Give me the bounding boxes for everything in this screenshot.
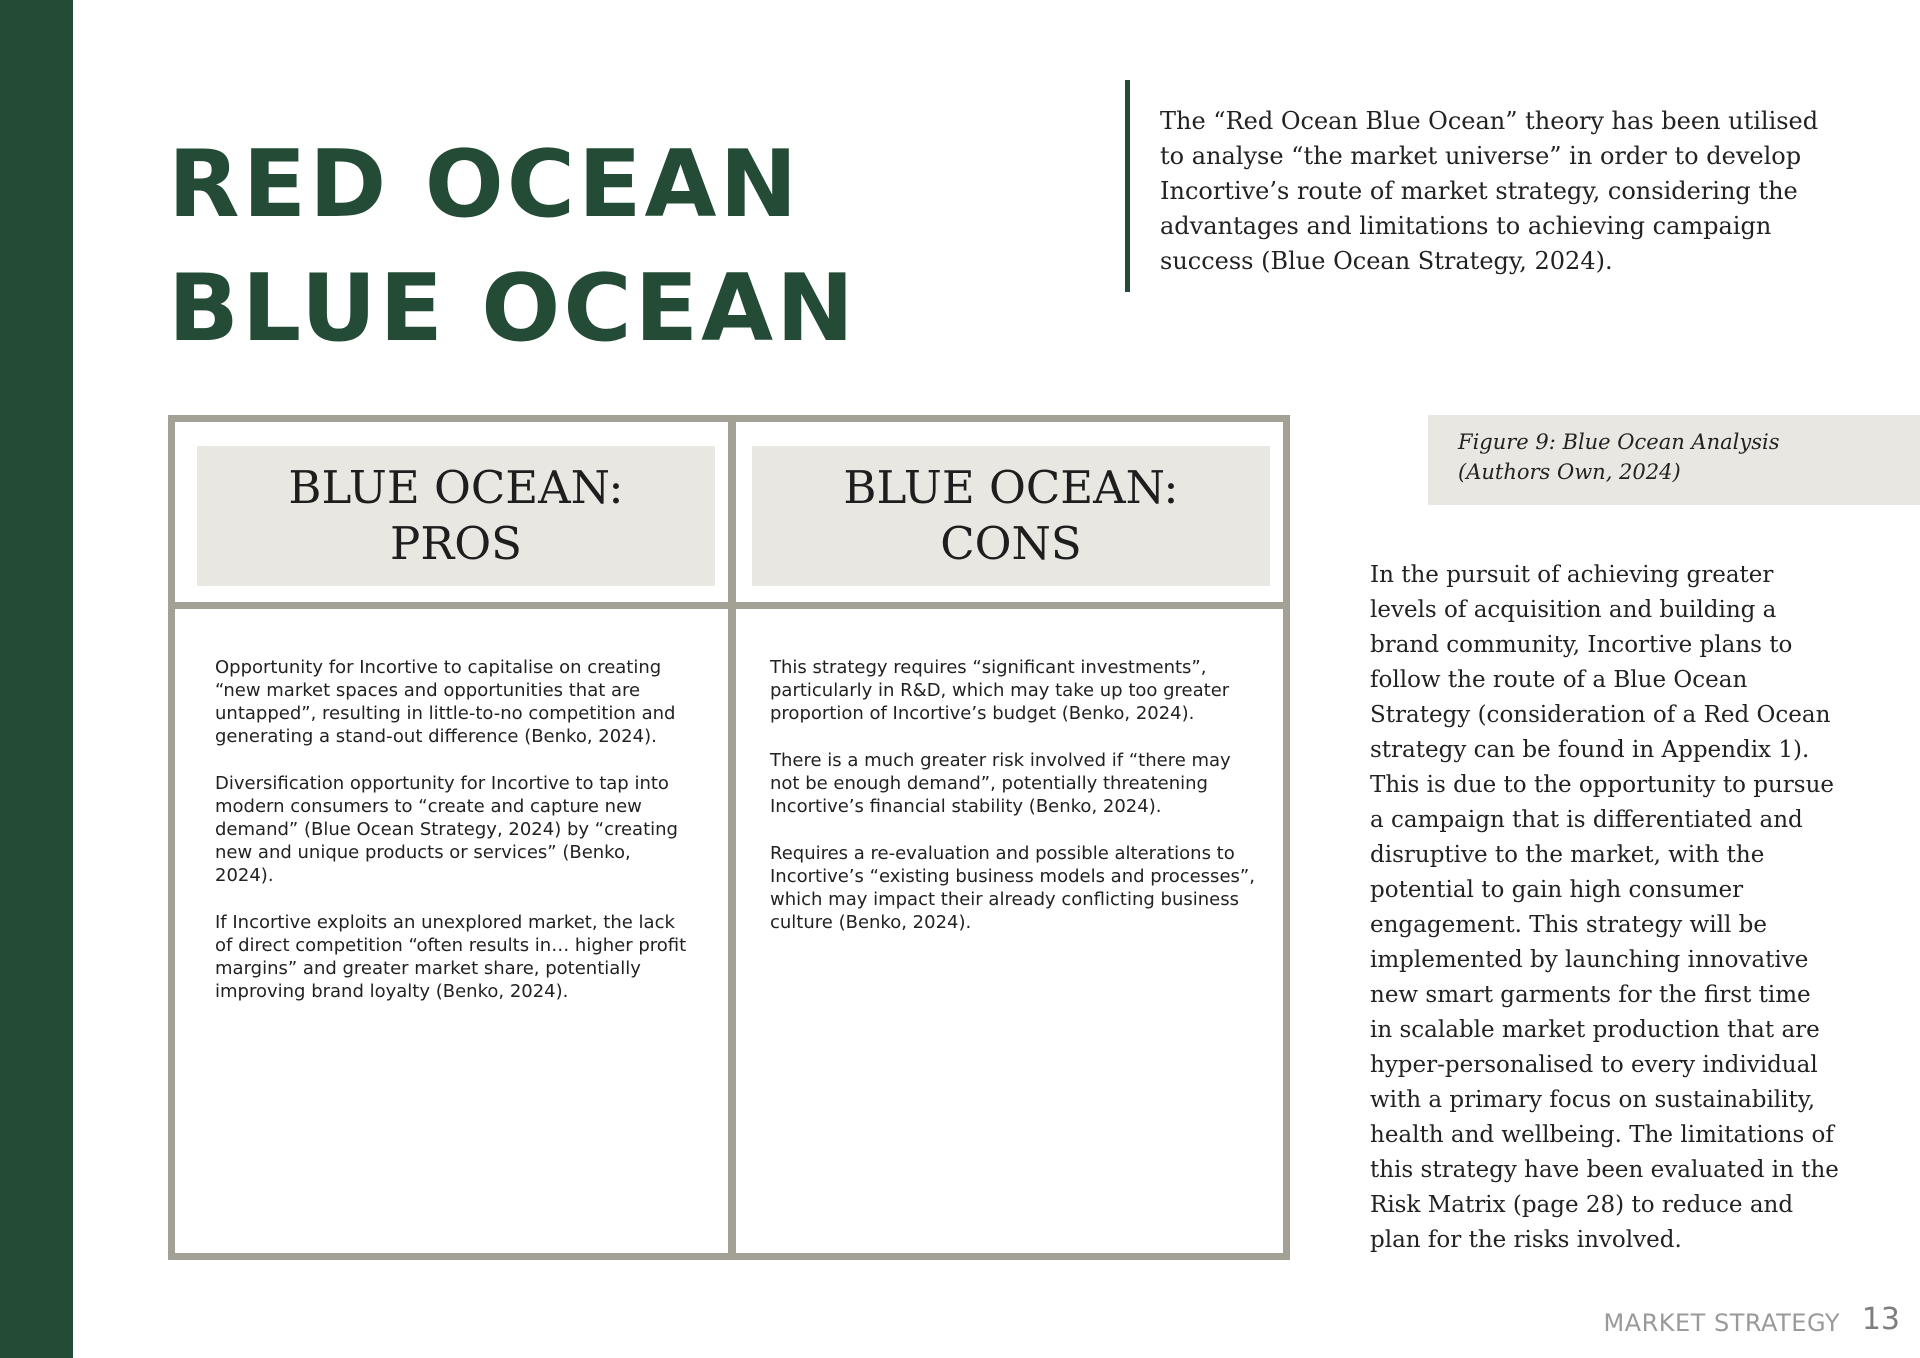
page-number: 13 [1861,1302,1900,1337]
page-title: RED OCEAN BLUE OCEAN [168,130,857,362]
table-row-divider [175,602,1283,609]
intro-divider [1125,80,1130,292]
pros-heading: BLUE OCEAN: PROS [197,446,715,586]
pros-item: Diversification opportunity for Incortive to tap into modern consumers to “create and capture new demand” (Blue Ocean Strategy, 2024) by “creating new and unique products or services” (Benko, 2024). [215,773,678,886]
strategy-paragraph: In the pursuit of achieving greater levels of acquisition and building a brand community, Incortive plans to follow the route of a Blue Ocean Strategy (consideration of a Red Ocean strategy can be found in Appendix 1). This is due to the opportunity to pursue a campaign that is differentiated and disruptive to the market, with the potential to gain high consumer engagement. This strategy will be implemented by launching innovative new smart garments for the first time in scalable market production that are hyper-personalised to every individual with a primary focus on sustainability, health and wellbeing. The limitations of this strategy have been evaluated in the Risk Matrix (page 28) to reduce and plan for the risks involved. [1370,562,1839,1253]
cons-item: There is a much greater risk involved if “there may not be enough demand”, potentially threatening Incortive’s financial stability (Benko, 2024). [770,750,1231,817]
side-accent-bar [0,0,73,1358]
cons-item: This strategy requires “significant investments”, particularly in R&D, which may take up too greater proportion of Incortive’s budget (Benko, 2024). [770,657,1230,724]
pros-list [215,656,690,1027]
figure-caption: Figure 9: Blue Ocean Analysis (Authors Own, 2024) [1458,430,1780,484]
table-column-divider [728,422,736,1253]
blue-ocean-table [168,415,1290,1260]
pros-item: If Incortive exploits an unexplored market, the lack of direct competition “often results in… higher profit margins” and greater market share, potentially improving brand loyalty (Benko, 2024). [215,912,687,1002]
pros-item: Opportunity for Incortive to capitalise on creating “new market spaces and opportunities that are untapped”, resulting in little-to-no competition and generating a stand-out difference (Benko, 2024). [215,657,676,747]
intro-paragraph: The “Red Ocean Blue Ocean” theory has been utilised to analyse “the market universe” in order to develop Incortive’s route of market strategy, considering the advantages and limitations to achieving campaign success (Blue Ocean Strategy, 2024). [1160,107,1819,275]
cons-list [770,656,1260,958]
cons-item: Requires a re-evaluation and possible alterations to Incortive’s “existing business models and processes”, which may impact their already conflicting business culture (Benko, 2024). [770,843,1255,933]
figure-caption-box [1428,415,1920,505]
footer-section-label: MARKET STRATEGY [1603,1309,1840,1337]
cons-heading: BLUE OCEAN: CONS [752,446,1270,586]
